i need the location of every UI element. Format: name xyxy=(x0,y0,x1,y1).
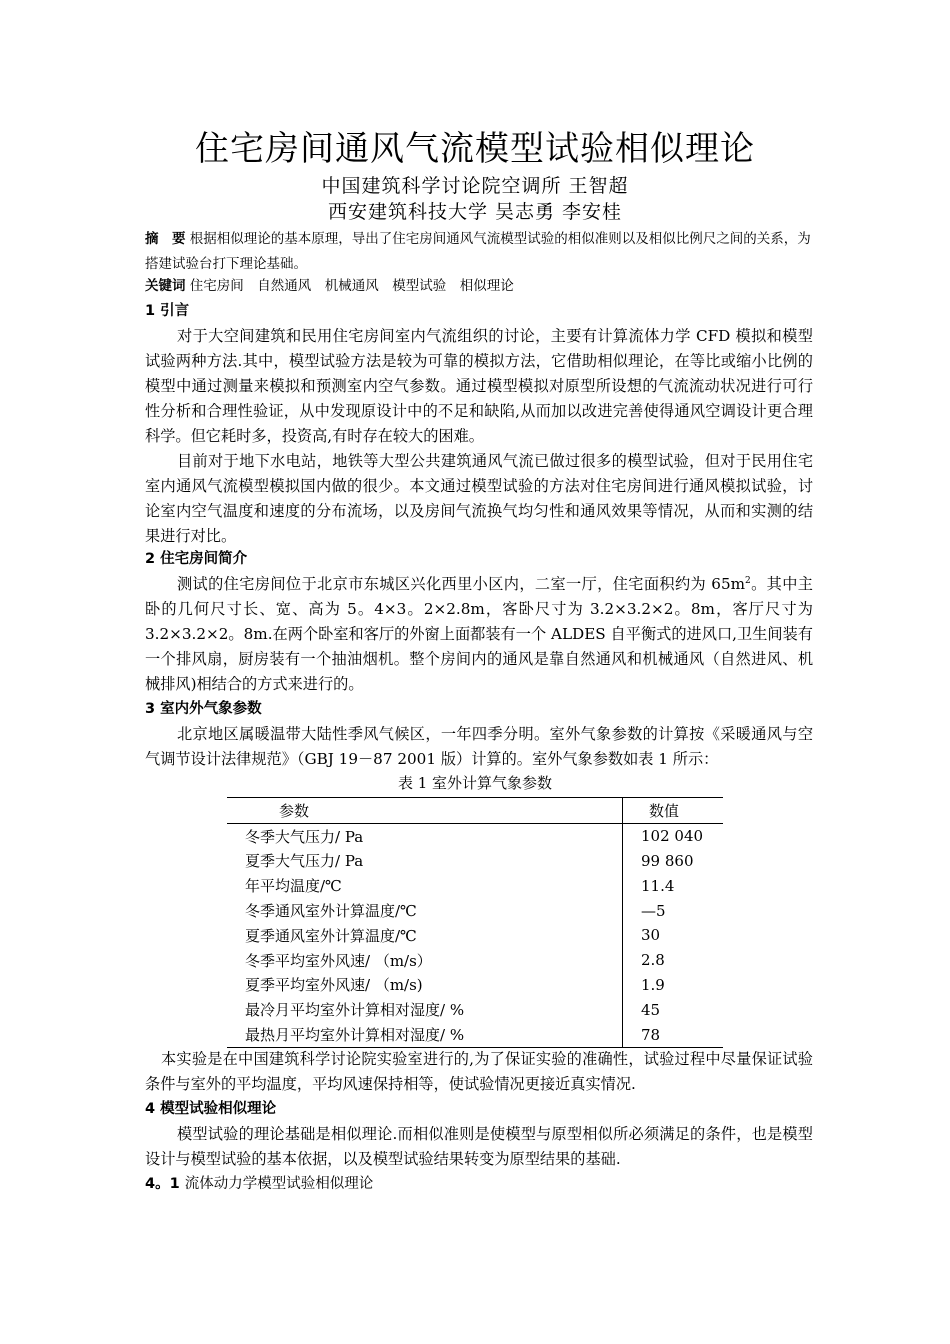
table-cell-value: —5 xyxy=(623,898,724,923)
abstract-text: 根据相似理论的基本原理，导出了住宅房间通风气流模型试验的相似准则以及相似比例尺之间的关系，为搭建试验台打下理论基础。 xyxy=(145,231,811,272)
keywords-label: 关键词 xyxy=(145,278,186,294)
table-cell-parameter: 冬季平均室外风速/ （m/s） xyxy=(245,951,432,970)
table-row xyxy=(227,823,723,848)
table-row xyxy=(227,973,723,998)
section-3-heading: 3 室内外气象参数 xyxy=(145,701,262,717)
table-cell-parameter: 夏季大气压力/ Pa xyxy=(245,852,364,871)
table-header-value: 数值 xyxy=(623,798,724,824)
table-cell-parameter: 冬季大气压力/ Pa xyxy=(245,827,364,846)
table-cell-parameter: 年平均温度/℃ xyxy=(245,877,342,896)
section-1-paragraph-2: 目前对于地下水电站，地铁等大型公共建筑通风气流已做过很多的模型试验，但对于民用住宅室内通风气流模型模拟国内做的很少。本文通过模型试验的方法对住宅房间进行通风模拟试验，讨论室内空气温度和速度的分布流场，以及房间气流换气均匀性和通风效果等情况，从而和实测的结果进行对比。 xyxy=(145,452,813,545)
section-2-paragraph-1 xyxy=(145,572,813,697)
table-cell-parameter: 冬季通风室外计算温度/℃ xyxy=(245,902,417,921)
table-row xyxy=(227,873,723,898)
table-cell-value: 45 xyxy=(623,997,724,1022)
subsection-4-1-heading xyxy=(145,1172,373,1197)
table-cell-value: 2.8 xyxy=(623,948,724,973)
section-3-paragraph-2: 本实验是在中国建筑科学讨论院实验室进行的,为了保证实验的准确性，试验过程中尽量保证试验条件与室外的平均温度，平均风速保持相等，使试验情况更接近真实情况. xyxy=(145,1050,813,1093)
keywords xyxy=(145,274,813,299)
table-cell-value: 99 860 xyxy=(623,849,724,874)
table-cell-value: 11.4 xyxy=(623,873,724,898)
area-unit-superscript: 2 xyxy=(745,575,751,586)
section-4-heading: 4 模型试验相似理论 xyxy=(145,1101,277,1117)
table-cell-parameter: 最冷月平均室外计算相对湿度/ % xyxy=(245,1001,465,1020)
table-cell-value: 102 040 xyxy=(623,823,724,848)
table-row xyxy=(227,1022,723,1047)
section-2-heading: 2 住宅房间简介 xyxy=(145,551,248,567)
keywords-text: 住宅房间 自然通风 机械通风 模型试验 相似理论 xyxy=(189,278,514,294)
paper-title: 住宅房间通风气流模型试验相似理论 xyxy=(195,129,755,169)
section-4-paragraph-1: 模型试验的理论基础是相似理论.而相似准则是使模型与原型相似所必须满足的条件，也是模型设计与模型试验的基本依据，以及模型试验结果转变为原型结果的基础. xyxy=(145,1125,813,1168)
section-1-heading: 1 引言 xyxy=(145,303,190,319)
table-row xyxy=(227,997,723,1022)
table-cell-parameter: 最热月平均室外计算相对湿度/ % xyxy=(227,1022,623,1047)
section-3-paragraph-1: 北京地区属暖温带大陆性季风气候区，一年四季分明。室外气象参数的计算按《采暖通风与空气调节设计法律规范》（GBJ 19－87 2001 版）计算的。室外气象参数如表 1 所示： xyxy=(145,725,813,768)
section-2-text-a: 测试的住宅房间位于北京市东城区兴化西里小区内，二室一厅，住宅面积约为 65m xyxy=(177,575,746,593)
table-row xyxy=(227,923,723,948)
subsection-title: 流体动力学模型试验相似理论 xyxy=(184,1176,374,1192)
author-line-2: 西安建筑科技大学 吴志勇 李安桂 xyxy=(327,201,623,223)
weather-parameters-table xyxy=(227,797,723,1048)
table-row xyxy=(227,948,723,973)
table-caption: 表 1 室外计算气象参数 xyxy=(397,774,553,792)
table-row xyxy=(227,849,723,874)
author-line-1: 中国建筑科学讨论院空调所 王智超 xyxy=(321,175,629,197)
table-cell-parameter: 夏季平均室外风速/ （m/s) xyxy=(245,976,423,995)
section-1-paragraph-1: 对于大空间建筑和民用住宅房间室内气流组织的讨论，主要有计算流体力学 CFD 模拟和模型试验两种方法.其中，模型试验方法是较为可靠的模拟方法，它借助相似理论，在等比或缩小比例的模型中通过测量来模拟和预测室内空气参数。通过模型模拟对原型所设想的气流流动状况进行可行性分析和合理性验证，从中发现原设计中的不足和缺陷,从而加以改进完善使得通风空调设计更合理科学。但它耗时多，投资高,有时存在较大的困难。 xyxy=(145,327,813,445)
subsection-number: 4。1 xyxy=(145,1176,180,1192)
abstract-label: 摘 要 xyxy=(145,231,186,247)
table-header-parameter: 参数 xyxy=(227,798,623,824)
table-header-row xyxy=(227,798,723,824)
table-cell-value: 30 xyxy=(623,923,724,948)
table-cell-value: 78 xyxy=(623,1022,724,1047)
table-cell-parameter: 夏季通风室外计算温度/℃ xyxy=(245,926,417,945)
abstract xyxy=(145,227,813,277)
section-2-text-b: 。其中主卧的几何尺寸长、宽、高为 5。4×3。2×2.8m，客卧尺寸为 3.2×3.2×2。8m，客厅尺寸为 3.2×3.2×2。8m.在两个卧室和客厅的外窗上面都装有一个 ALDES 自平衡式的进风口,卫生间装有一个排风扇，厨房装有一个抽油烟机。整个房间内的通风是靠自然通风和机械通风（自然进风、机械排风)相结合的方式来进行的。 xyxy=(145,575,813,693)
table-row xyxy=(227,898,723,923)
table-cell-value: 1.9 xyxy=(623,973,724,998)
